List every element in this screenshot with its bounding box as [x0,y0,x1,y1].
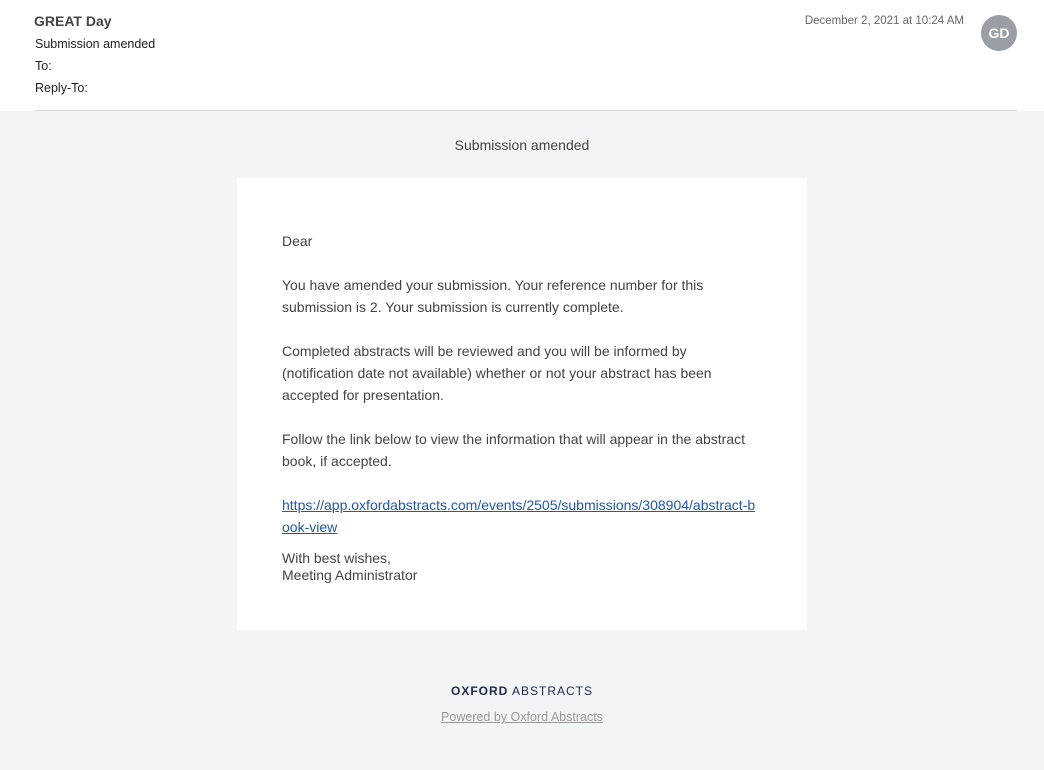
paragraph-amended: You have amended your submission. Your reference number for this submission is 2. Your submission is currently complete. [282,277,704,315]
paragraph-review: Completed abstracts will be reviewed and you will be informed by (notification date not available) whether or not your abstract has been accepted for presentation. [282,343,712,403]
abstract-book-link[interactable]: https://app.oxfordabstracts.com/events/2505/submissions/308904/abstract-book-view [282,497,756,535]
email-pre-title: Submission amended [454,137,590,153]
mail-subject: Submission amended [35,37,156,51]
powered-by-link[interactable]: Powered by Oxford Abstracts [441,710,603,724]
oxford-abstracts-logo[interactable] [0,684,1044,698]
sender-name: GREAT Day [34,13,112,29]
sender-avatar[interactable]: GD [981,15,1017,51]
signoff [282,550,762,584]
logo-bold-text: OXFORD [450,684,509,698]
signoff-line-1: With best wishes, [282,550,391,566]
paragraph-follow-link: Follow the link below to view the information that will appear in the abstract book, if accepted. [282,431,746,469]
email-body [0,111,1044,770]
message-content [282,230,762,584]
to-field: To: [35,59,52,73]
greeting: Dear [282,233,313,249]
mail-header [0,0,1044,111]
message-card [237,178,807,630]
signoff-line-2: Meeting Administrator [282,567,418,583]
mail-date: December 2, 2021 at 10:24 AM [804,15,964,27]
logo-regular-text: ABSTRACTS [512,684,594,698]
reply-to-field: Reply-To: [35,81,88,95]
